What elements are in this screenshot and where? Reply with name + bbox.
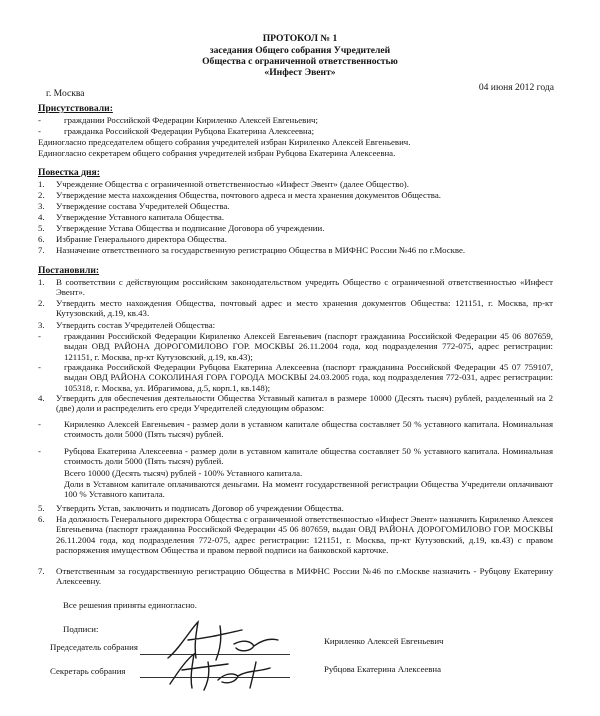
place: г. Москва — [46, 88, 85, 99]
resolution-num: 1. — [38, 277, 45, 287]
agenda-num: 1. — [38, 179, 45, 189]
share-1: Кириленко Алексей Евгеньевич - размер доли в уставном капитале общества составляет 50 % уставного капитала. Номинальная стоимость доли 5000 (Пять тысяч) рублей. — [64, 419, 553, 440]
agenda-item: Назначение ответственного за государственную регистрацию Общества в МИФНС России №46 по г.Москве. — [56, 245, 466, 255]
agenda-item: Учреждение Общества с ограниченной ответственностью «Инфест Эвент» (далее Общество). — [56, 179, 409, 189]
chair-elected: Единогласно председателем общего собрания учредителей избран Кириленко Алексей Евгеньевич. — [38, 137, 411, 147]
secretary-signature — [160, 650, 280, 694]
founder-2: гражданка Российской Федерации Рубцова Екатерина Алексеевна (паспорт гражданина Российской Федерации 45 07 759107, выдан ОВД РАЙОНА СОКОЛИНАЯ ГОРА ГОРОДА МОСКВЫ 24.03.2005 года, код подразделения 772-031, адрес регистрации: 105318, г. Москва, ул. Ибрагимова, д.5, корп.1, кв.148); — [64, 362, 553, 393]
agenda-num: 3. — [38, 201, 45, 211]
resolution-num: 4. — [38, 393, 45, 403]
agenda-item: Утверждение Устава Общества и подписание Договора об учреждении. — [56, 223, 325, 233]
bullet: - — [38, 362, 41, 372]
founder-1: гражданин Российской Федерации Кириленко Алексей Евгеньевич (паспорт гражданина Российской Федерации 45 06 807659, выдан ОВД РАЙОНА ДОРОГОМИЛОВО ГОР. МОСКВЫ 26.11.2004 года, код подразделения 772-075, адрес регистрации: 121151, г. Москва, пр-кт Кутузовский, д.19, кв.43); — [64, 331, 553, 362]
secretary-name: Рубцова Екатерина Алексеевна — [324, 664, 442, 674]
document-title: ПРОТОКОЛ № 1 — [262, 33, 338, 44]
date: 04 июня 2012 года — [478, 82, 554, 93]
agenda-item: Утверждение состава Учредителей Общества. — [56, 201, 230, 211]
chair-label: Председатель собрания — [50, 642, 138, 652]
resolution-5: Утвердить Устав, заключить и подписать Договор об учреждении Общества. — [56, 503, 344, 513]
resolution-num: 5. — [38, 503, 45, 513]
attendance-heading: Присутствовали: — [38, 103, 113, 114]
bullet: - — [38, 419, 41, 429]
agenda-num: 4. — [38, 212, 45, 222]
resolution-2: Утвердить место нахождения Общества, почтовый адрес и место хранения документов Общества: 121151, г. Москва, пр-кт Кутузовский, д.19, кв.43. — [56, 298, 553, 319]
secretary-elected: Единогласно секретарем общего собрания учредителей избран Рубцова Екатерина Алексеевна. — [38, 148, 396, 158]
agenda-item: Избрание Генерального директора Общества. — [56, 234, 227, 244]
attendee-2: гражданка Российской Федерации Рубцова Екатерина Алексеевна; — [64, 126, 315, 136]
capital-total: Всего 10000 (Десять тысяч) рублей - 100% Уставного капитала. — [64, 468, 303, 478]
agenda-heading: Повестка дня: — [38, 167, 100, 178]
title-line-3: «Инфест Эвент» — [264, 67, 336, 78]
bullet: - — [38, 126, 41, 136]
agenda-num: 2. — [38, 190, 45, 200]
resolution-num: 7. — [38, 566, 45, 576]
unanimous-note: Все решения приняты единогласно. — [63, 600, 197, 610]
title-line-1: заседания Общего собрания Учредителей — [209, 45, 391, 56]
agenda-num: 6. — [38, 234, 45, 244]
chair-name: Кириленко Алексей Евгеньевич — [324, 636, 444, 646]
agenda-item: Утверждение Уставного капитала Общества. — [56, 212, 225, 222]
resolution-1: В соответствии с действующим российским законодательством учредить Общество с ограниченной ответственностью «Инфест Эвент». — [56, 277, 553, 298]
resolutions-heading: Постановили: — [38, 265, 100, 276]
resolution-num: 2. — [38, 298, 45, 308]
capital-payment: Доли в Уставном капитале оплачиваются деньгами. На момент государственной регистрации Общества Учредители оплачивают 100 % Уставного капитала. — [64, 479, 553, 500]
resolution-6: На должность Генерального директора Общества с ограниченной ответственностью «Инфест Эвент» назначить Кириленко Алексея Евгеньевича (паспорт гражданина Российской Федерации 45 06 807659, выдан ОВД РАЙОНА ДОРОГОМИЛОВО ГОР. МОСКВЫ 26.11.2004 года, код подразделения 772-075, адрес регистрации: 121151, г. Москва, пр-кт Кутузовский, д.19, кв.43) с правом распоряжения имуществом Общества и правом первой подписи на банковской карточке. — [56, 514, 553, 555]
attendee-1: граждании Российской Федерации Кириленко Алексей Евгеньевич; — [64, 115, 318, 125]
share-2: Рубцова Екатерина Алексеевна - размер доли в уставном капитале общества составляет 50 % уставного капитала. Номинальная стоимость доли 5000 (Пять тысяч) рублей. — [64, 446, 553, 467]
resolution-4: Утвердить для обеспечения деятельности Общества Уставный капитал в размере 10000 (Десять тысяч) рублей, разделенный на 2 (две) доли и распределить его среди Учредителей следующим образом: — [56, 393, 553, 414]
title-line-2: Общества с ограниченной ответственностью — [202, 56, 398, 67]
signatures-heading: Подписи: — [63, 624, 99, 634]
agenda-num: 5. — [38, 223, 45, 233]
agenda-num: 7. — [38, 245, 45, 255]
agenda-item: Утверждение места нахождения Общества, почтового адреса и места хранения документов Общества. — [56, 190, 441, 200]
resolution-num: 3. — [38, 320, 45, 330]
bullet: - — [38, 115, 41, 125]
secretary-label: Секретарь собрания — [50, 666, 126, 676]
bullet: - — [38, 446, 41, 456]
bullet: - — [38, 331, 41, 341]
resolution-3: Утвердить состав Учредителей Общества: — [56, 320, 216, 330]
resolution-7: Ответственным за государственную регистрацию Общества в МИФНС России №46 по г.Москве назначить - Рубцову Екатерину Алексеевну. — [56, 566, 553, 587]
resolution-num: 6. — [38, 514, 45, 524]
